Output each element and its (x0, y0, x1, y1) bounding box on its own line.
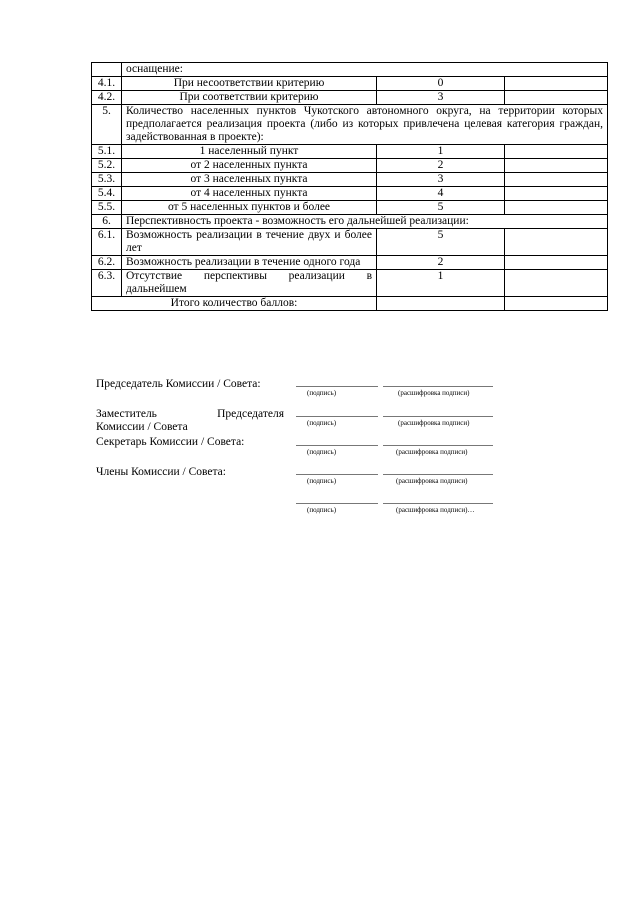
row-number: 6. (92, 215, 122, 229)
row-description: Перспективность проекта - возможность его дальнейшей реализации: (122, 215, 608, 229)
table-row (92, 187, 608, 201)
table-row (92, 145, 608, 159)
member1-decode-caption: (расшифровка подписи) (396, 477, 468, 485)
chairman-sign-line[interactable] (296, 386, 378, 387)
table-row (92, 256, 608, 270)
total-blank-cell (505, 297, 608, 311)
deputy-decode-caption: (расшифровка подписи) (398, 419, 470, 427)
row-description: Отсутствие перспективы реализации в дальнейшем (122, 270, 377, 297)
row-description: оснащение: (122, 63, 608, 77)
row-number: 6.3. (92, 270, 122, 297)
row-description: При несоответствии критерию (122, 77, 377, 91)
table-row (92, 91, 608, 105)
chairman-decode-line[interactable] (383, 386, 493, 387)
member2-decode-caption: (расшифровка подписи)… (396, 506, 475, 514)
row-blank-cell (505, 77, 608, 91)
criteria-table (91, 62, 608, 311)
row-score: 2 (377, 159, 505, 173)
total-row (92, 297, 608, 311)
chairman-sign-caption: (подпись) (307, 389, 337, 397)
deputy-label-word1: Заместитель Председателя (96, 408, 284, 420)
chairman-decode-caption: (расшифровка подписи) (398, 389, 470, 397)
row-blank-cell (505, 187, 608, 201)
member1-sign-caption: (подпись) (307, 477, 337, 485)
total-score-cell[interactable] (377, 297, 505, 311)
member1-decode-line[interactable] (383, 474, 493, 475)
row-description: Возможность реализации в течение двух и более лет (122, 229, 377, 256)
row-blank-cell (505, 159, 608, 173)
table-row (92, 215, 608, 229)
row-description: 1 населенный пункт (122, 145, 377, 159)
row-blank-cell (505, 229, 608, 256)
row-score: 1 (377, 145, 505, 159)
row-number: 4.1. (92, 77, 122, 91)
row-blank-cell (505, 201, 608, 215)
secretary-decode-line[interactable] (383, 445, 493, 446)
row-description: Возможность реализации в течение одного года (122, 256, 377, 270)
deputy-label-row1 (96, 408, 284, 421)
table-row (92, 270, 608, 297)
row-score: 0 (377, 77, 505, 91)
table-row (92, 229, 608, 256)
table-row (92, 201, 608, 215)
row-score: 2 (377, 256, 505, 270)
row-number: 5.5. (92, 201, 122, 215)
row-number: 6.1. (92, 229, 122, 256)
row-blank-cell (505, 91, 608, 105)
secretary-sign-line[interactable] (296, 445, 378, 446)
secretary-sign-caption: (подпись) (307, 448, 337, 456)
row-description: Количество населенных пунктов Чукотского автономного округа, на территории которых предполагается реализация проекта (либо из которых привлечена целевая категория граждан, задействованная в проекте): (122, 105, 608, 145)
row-blank-cell (505, 145, 608, 159)
row-blank-cell (505, 173, 608, 187)
row-number: 5.1. (92, 145, 122, 159)
row-number (92, 63, 122, 77)
row-description: от 4 населенных пункта (122, 187, 377, 201)
row-description: от 5 населенных пунктов и более (122, 201, 377, 215)
total-label: Итого количество баллов: (92, 297, 377, 311)
row-blank-cell (505, 256, 608, 270)
table-row (92, 173, 608, 187)
row-score: 5 (377, 229, 505, 256)
member2-decode-line[interactable] (383, 503, 493, 504)
row-description: от 2 населенных пункта (122, 159, 377, 173)
secretary-decode-caption: (расшифровка подписи) (396, 448, 468, 456)
row-number: 5.2. (92, 159, 122, 173)
deputy-sign-caption: (подпись) (307, 419, 337, 427)
row-number: 5.3. (92, 173, 122, 187)
row-score: 1 (377, 270, 505, 297)
member2-sign-caption: (подпись) (307, 506, 337, 514)
row-blank-cell (505, 270, 608, 297)
row-description: При соответствии критерию (122, 91, 377, 105)
table-row (92, 63, 608, 77)
secretary-label: Секретарь Комиссии / Совета: (96, 436, 245, 448)
row-number: 4.2. (92, 91, 122, 105)
row-score: 3 (377, 173, 505, 187)
member2-sign-line[interactable] (296, 503, 378, 504)
row-number: 6.2. (92, 256, 122, 270)
deputy-decode-line[interactable] (383, 416, 493, 417)
table-row (92, 105, 608, 145)
chairman-label: Председатель Комиссии / Совета: (96, 378, 261, 390)
row-score: 4 (377, 187, 505, 201)
deputy-label-row2: Комиссии / Совета (96, 421, 188, 433)
table-row (92, 159, 608, 173)
row-score: 3 (377, 91, 505, 105)
deputy-sign-line[interactable] (296, 416, 378, 417)
row-number: 5.4. (92, 187, 122, 201)
row-number: 5. (92, 105, 122, 145)
row-score: 5 (377, 201, 505, 215)
row-description: от 3 населенных пункта (122, 173, 377, 187)
members-label: Члены Комиссии / Совета: (96, 466, 226, 478)
table-row (92, 77, 608, 91)
member1-sign-line[interactable] (296, 474, 378, 475)
